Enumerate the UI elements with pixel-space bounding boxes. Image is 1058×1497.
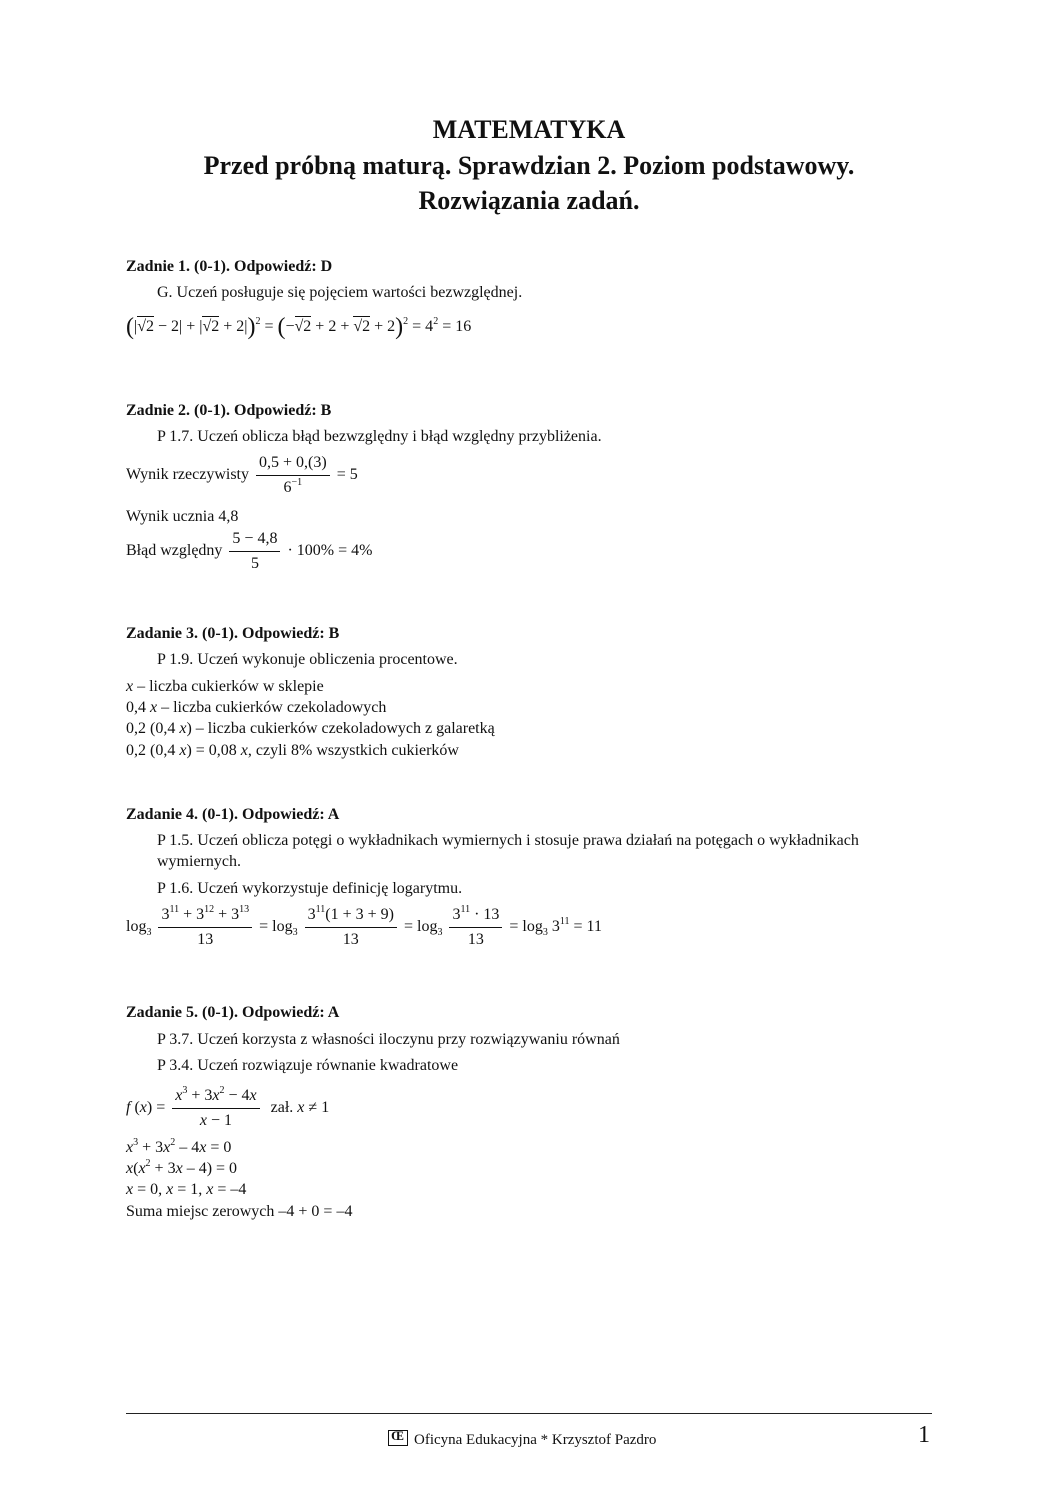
task5-roots: x = 0, x = 1, x = –4 xyxy=(126,1181,247,1198)
task1-heading: Zadnie 1. (0-1). Odpowiedź: D xyxy=(126,258,333,275)
task3-line-3: 0,2 (0,4 x) – liczba cukierków czekoladowych z galaretką xyxy=(126,720,495,737)
task3-line-4: 0,2 (0,4 x) = 0,08 x, czyli 8% wszystkich cukierków xyxy=(126,742,459,759)
fraction: $\frac{x^3 + 3x^2 - 4x}{x - 1}$ xyxy=(172,1087,259,1130)
task5-equation-2: $x(x^2 + 3x - 4) = 0$ xyxy=(126,1158,238,1177)
page-number: 1 xyxy=(918,1422,930,1448)
footer-divider xyxy=(126,1413,932,1414)
task2-formula-actual: Wynik rzeczywisty $\frac{0,5 + 0,(3)}{6^{-1}}$ = 5 xyxy=(126,454,358,496)
doc-subtitle: Przed próbną maturą. Sprawdzian 2. Poziom podstawowy. xyxy=(203,151,855,180)
task2-formula-error: Błąd względny $\frac{5 - 4,8}{5}$ · 100% = 4% xyxy=(126,530,373,572)
actual-result-label: Wynik rzeczywisty xyxy=(126,466,249,484)
task4-heading: Zadanie 4. (0-1). Odpowiedź: A xyxy=(126,806,340,823)
task4-requirement-1-cont: wymiernych. xyxy=(157,853,241,870)
fraction: $\frac{3^{11} + 3^{12} + 3^{13}}{13}$ xyxy=(158,906,252,949)
doc-title: MATEMATYKA xyxy=(432,115,626,144)
task3-line-2: 0,4 x – liczba cukierków czekoladowych xyxy=(126,699,387,716)
task5-function: f (x) = $\frac{x^3 + 3x^2 - 4x}{x - 1}$ zał. x ≠ 1 xyxy=(126,1085,330,1129)
fraction: $\frac{3^{11}(1 + 3 + 9)}{13}$ xyxy=(305,906,397,949)
task5-requirement-2: P 3.4. Uczeń rozwiązuje równanie kwadratowe xyxy=(157,1057,459,1074)
student-result: Wynik ucznia 4,8 xyxy=(126,508,239,525)
task5-requirement-1: P 3.7. Uczeń korzysta z własności iloczynu przy rozwiązywaniu równań xyxy=(157,1031,620,1048)
task5-heading: Zadanie 5. (0-1). Odpowiedź: A xyxy=(126,1004,340,1021)
fraction: $\frac{0,5 + 0,(3)}{6^{-1}}$ xyxy=(256,454,330,497)
task5-sum: Suma miejsc zerowych –4 + 0 = –4 xyxy=(126,1203,353,1220)
fraction: $\frac{3^{11} \cdot 13}{13}$ xyxy=(449,906,502,949)
task3-line-1: x – liczba cukierków w sklepie xyxy=(126,678,324,695)
task5-equation-1: $x^3 + 3x^2 - 4x = 0$ xyxy=(126,1137,232,1156)
task2-requirement: P 1.7. Uczeń oblicza błąd bezwzględny i błąd względny przybliżenia. xyxy=(157,428,602,445)
task4-requirement-1: P 1.5. Uczeń oblicza potęgi o wykładnikach wymiernych i stosuje prawa działań na potęgach o wykładnikach xyxy=(157,832,859,849)
task1-requirement: G. Uczeń posługuje się pojęciem wartości bezwzględnej. xyxy=(157,284,523,301)
task4-formula: $\log_3$ $\frac{3^{11} + 3^{12} + 3^{13}}{13}$ = $\log_3$ $\frac{3^{11}(1 + 3 + 9)}{13}$ = $\log_3$ $\frac{3^{11} \cdot 13}{13}$ = $\log_3 3^{11} = 11$ xyxy=(126,904,602,948)
task2-heading: Zadnie 2. (0-1). Odpowiedź: B xyxy=(126,402,332,419)
task3-requirement: P 1.9. Uczeń wykonuje obliczenia procentowe. xyxy=(157,651,458,668)
doc-subtitle-2: Rozwiązania zadań. xyxy=(418,186,640,215)
task1-formula: $(|√2 - 2| + |√2 + 2|)^2 = (-√2 + 2 + √2 + 2)^2 = 4^2 = 16$ xyxy=(126,314,472,340)
footer-publisher: ŒOficyna Edukacyjna * Krzysztof Pazdro xyxy=(388,1430,656,1449)
relative-error-label: Błąd względny xyxy=(126,542,223,560)
fraction: $\frac{5 - 4,8}{5}$ xyxy=(229,530,280,573)
task4-requirement-2: P 1.6. Uczeń wykorzystuje definicję logarytmu. xyxy=(157,880,463,897)
task3-heading: Zadanie 3. (0-1). Odpowiedź: B xyxy=(126,625,340,642)
publisher-logo-icon xyxy=(388,1430,408,1446)
